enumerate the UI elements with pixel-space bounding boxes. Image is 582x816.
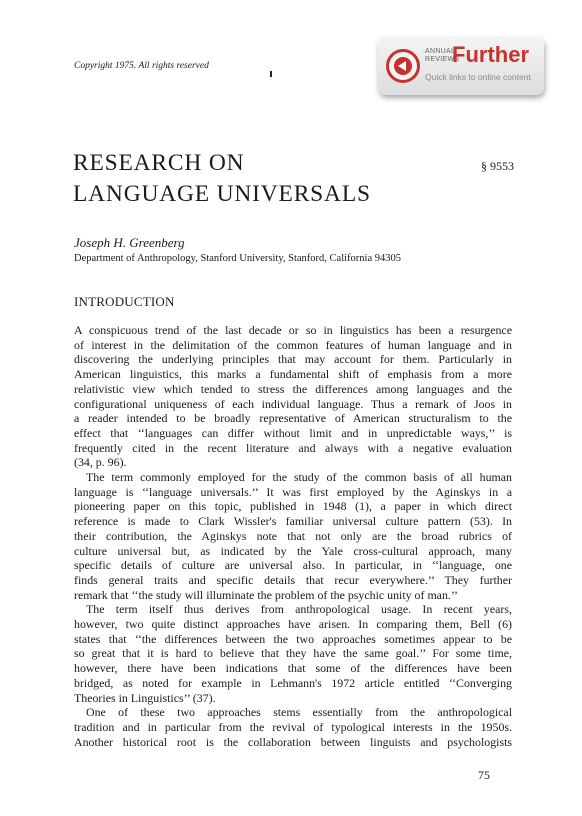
copyright-notice: Copyright 1975. All rights reserved [74,61,209,71]
body-line: culture universal but, as indicated by the Yale cross-cultural approach, many [74,543,512,558]
body-line: language is ‘‘language universals.’’ It was first employed by the Aginskys in a [74,484,512,499]
body-line: states that ‘‘the differences between the two approaches sometimes appear to be [74,631,512,646]
article-title-line-1: RESEARCH ON [73,150,245,176]
badge-reviews-text: REVIEWS [425,56,460,63]
body-text [74,323,512,749]
body-line: of interest in the delimitation of the common features of human language and in [74,337,512,352]
body-line: American linguistics, this marks a fundamental shift of emphasis from a more [74,367,512,382]
body-line: reference is made to Clark Wissler's familiar universal culture pattern (53). In [74,514,512,529]
body-line: (34, p. 96). [74,455,127,470]
badge-further-text: Further [452,42,529,67]
body-line: A conspicuous trend of the last decade or so in linguistics has been a resurgence [74,323,512,337]
page-number: 75 [478,768,490,782]
body-line: frequently cited in the recent literature and always with a negative evaluation [74,440,512,455]
body-line: bridged, as noted for example in Lehmann's 1972 article entitled ‘‘Converging [74,675,512,690]
section-heading: INTRODUCTION [74,294,175,309]
scan-mark [270,71,272,77]
body-line: remark that ‘‘the study will illuminate the problem of the psychic unity of man.’’ [74,587,458,602]
body-line: The term itself thus derives from anthropological usage. In recent years, [86,602,512,617]
annual-reviews-logo-icon [386,49,420,83]
body-line: however, there have been indications that some of the differences have been [74,661,512,676]
section-number: § 9553 [481,159,514,173]
body-line: however, two quite distinct approaches have arisen. In comparing them, Bell (6) [74,617,512,632]
body-line: Another historical root is the collaboration between linguists and psychologists [74,734,512,749]
article-title [73,148,371,210]
badge-annual-text: ANNUAL [425,48,456,55]
body-line: discovering the underlying principles that may account for them. Particularly in [74,352,512,367]
body-line: The term commonly employed for the study of the common basis of all human [86,470,512,485]
body-line: tradition and in particular from the revival of typological interests in the 1950s. [74,719,512,734]
body-line: relativistic view which tended to stress the differences among languages and the [74,381,512,396]
body-line: a reader intended to be broadly representative of American structuralism to the [74,411,512,426]
body-line: configurational uniqueness of each individual language. Thus a remark of Joos in [74,396,512,411]
annual-reviews-further-badge[interactable] [378,37,544,95]
body-line: One of these two approaches stems essentially from the anthropological [86,705,512,720]
body-line: finds general traits and specific details that recur everywhere.’’ They further [74,572,512,587]
body-line: pioneering paper on this topic, published in 1948 (1), a paper in which direct [74,499,512,514]
author-affiliation: Department of Anthropology, Stanford University, Stanford, California 94305 [74,253,401,264]
badge-tagline: Quick links to online content [425,72,531,82]
body-line: effect that ‘‘languages can differ without limit and in unpredictable ways,’’ is [74,425,512,440]
body-line: their contribution, the Aginskys note that not only are the broad rubrics of [74,528,512,543]
body-line: so great that it is hard to believe that they have the same goal.’’ For some time, [74,646,512,661]
article-title-line-2: LANGUAGE UNIVERSALS [73,181,371,207]
body-line: Theories in Linguistics’’ (37). [74,690,216,705]
body-line: specific details of culture are universal also. In particular, in ‘‘language, one [74,558,512,573]
author-name: Joseph H. Greenberg [74,235,185,250]
